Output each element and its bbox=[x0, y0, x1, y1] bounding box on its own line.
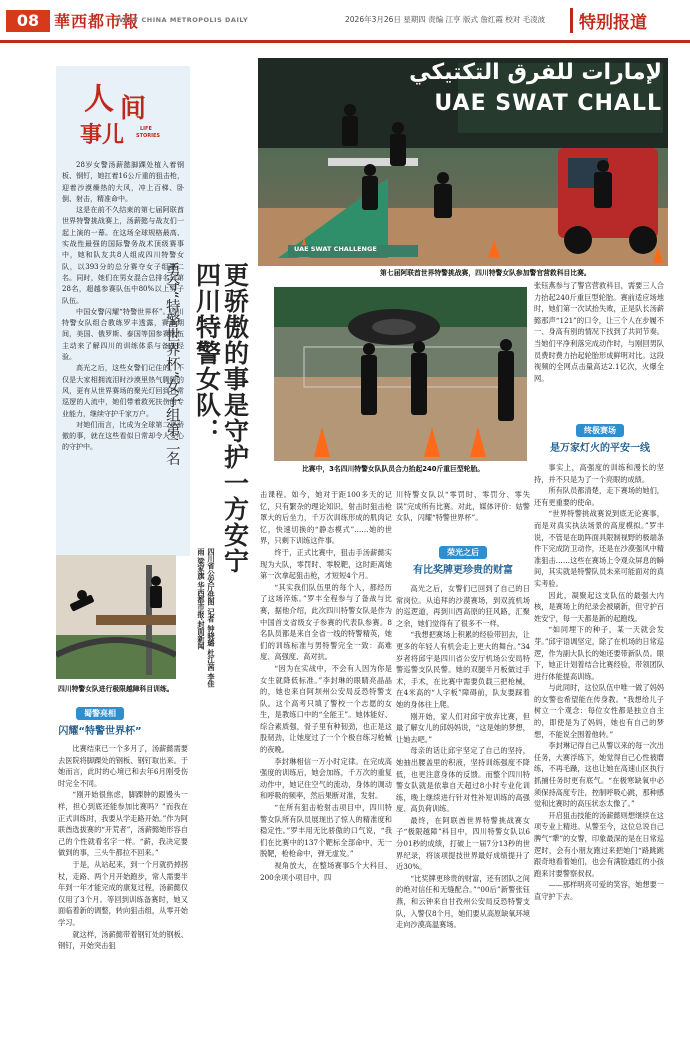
paragraph: 因此，凝聚起这支队伍的最强大内核，是赛场上的纪录会被刷新，但守护百姓安宁，每一天都是新的起跑线。 bbox=[534, 590, 664, 623]
paragraph: “如同埋下的种子，某一天就会发芽。”邱宇语调坚定，除了在机场的日常巡逻，作为副大队长的她还要带新队员。眼下，她正计划着结合比赛经验，带领团队进行体能提高训练。 bbox=[534, 625, 664, 681]
paragraph: “其实我们队伍里的每个人，都经历了这场淬炼。”罗丰全程参与了备战与比赛，据他介绍，此次四川特警女队是作为中国首支省级女子参赛的代表队参赛。8名队员都是来自全省一线的特警精英，她们的训练标准与男特警完全一致：高难度、高强度、高对抗。 bbox=[260, 582, 392, 662]
section-tag-1 bbox=[44, 707, 156, 737]
paragraph: 刚开始，家人们对邱宇放弃比赛，但最了解女儿的邱妈妈说，“这是她的梦想，让她去吧。” bbox=[396, 711, 530, 744]
paragraph: 终于，正式比赛中，狙击手汤薪懿实现为大队，零罚时、零脱靶，这时距离她第一次拿起狙击枪，才短短4个月。 bbox=[260, 547, 392, 581]
top-photo-scene bbox=[258, 58, 668, 266]
column-b bbox=[260, 489, 392, 1044]
paragraph: 川特警女队以“零罚时、零罚分、零失误”完成所有比赛。对此，媒体评价：姑警女队，闪耀“特警世界杯”。 bbox=[396, 490, 530, 523]
paragraph: 所有队员都清楚，走下赛场的她们，还有更重要的使命。 bbox=[534, 486, 664, 507]
top-photo-caption: 第七届阿联酋世界特警挑战赛，四川特警女队参加警官营救科目比赛。 bbox=[380, 269, 591, 277]
column-e bbox=[534, 280, 664, 420]
headline-main-prefix: 四川特警女队： bbox=[192, 262, 222, 444]
column-f bbox=[534, 462, 664, 1044]
intro-paragraph: 这是在前不久结束的第七届阿联酋世界特警挑战赛上，汤薪懿与战友们一起上演的一幕。在这场全球规格最高、实战性最强的国际警务战术顶级赛事中，她和队友共8人组成四川特警女队，以393分的总分赛夺女子组第二名。同时，她们在男女混合总排名列第28名，超越参赛队伍中80%以上男子队伍。 bbox=[62, 206, 184, 305]
column-d bbox=[396, 583, 530, 1043]
paragraph: 开启狙击技能的汤薪懿则想继续在这项专业上精进。从警至今，这位总说自己脾气“犟”的女警，印象最深的是在日常巡逻时，会有小朋友跑过来把她门“路跳跳跟奇地看着她们，也会有满脸通红的小孩跑来讨要警察叔叔。 bbox=[534, 810, 664, 878]
page-header bbox=[0, 0, 690, 44]
section-tag-3 bbox=[536, 424, 664, 454]
paragraph: 李封琳相信一万小时定律。在完成高强度的训练后，她会加练，千万次的重复动作中，她记住空气的流动，身体的调动和呼吸的频率，然后果断对准，发射。 bbox=[260, 756, 392, 801]
brand-english: WEST CHINA METROPOLIS DAILY bbox=[116, 16, 249, 24]
paragraph: 比赛结束已一个多月了，汤薪懿需要去医院将脚踝处的钢板、钢钉取出来。于她而言，此时的心境已和去年6月刚受伤时完全不同。 bbox=[58, 744, 188, 788]
tag-label: 蜀警亮相 bbox=[76, 707, 124, 720]
small-banner: UAE SWAT CHALLENGE bbox=[294, 245, 377, 253]
mid-photo bbox=[274, 287, 527, 461]
headline-main: 更骄傲的事是守护一方安宁 bbox=[220, 262, 250, 574]
tag-label: 终极赛场 bbox=[576, 424, 624, 437]
intro-paragraph: 28岁女警汤薪懿脚踝处植入着钢板、钢钉，她扛着16公斤重的狙击枪，迎着沙漠燥热的大风，冲上百梯、卧倒、射击，精准命中。 bbox=[62, 161, 184, 203]
paragraph: “我想把赛场上积累的经验带回去，让更多的年轻人有机会走上更大的舞台。”34岁者将邱宇是四川省公安厅机场公安局特警巡警支队民警。她的双腿半月板做过手术，手术，在比赛中需要负载三把枪械，在4米高的“人字板”障碍前，队友要踩着她的身体往上爬。 bbox=[396, 630, 530, 709]
left-photo-caption bbox=[58, 684, 180, 694]
left-photo-caption-text: 四川特警女队进行极限越障科目训练。 bbox=[58, 685, 174, 693]
paragraph: 视角放大，在整场赛事5个大科目、200余项小项目中，四 bbox=[260, 861, 392, 882]
banner-arabic: لإمارات للفرق التكتيكي bbox=[409, 60, 662, 85]
headline-sub: 勇夺“特警世界杯”女子组第二名 bbox=[163, 262, 180, 466]
logo-char-jian: 间 bbox=[120, 94, 147, 124]
mid-photo-caption: 比赛中，3名四川特警女队队员合力抬起240斤重巨型轮胎。 bbox=[302, 465, 485, 473]
paragraph: 张钰燕参与了警官营救科目，需要三人合力抬起240斤重巨型轮胎。赛前适应场地时，她们第一次试抬失败，正是队长汤薪懿那声“121”的口令，让三个人在步履不一、身高有别的情况下找到了共同节奏。当她们平净利落完成动作时，与刚回男队员费时费力抬起轮胎形成鲜明对比。这段视频的全网点击量高达2.1亿次，火爆全网。 bbox=[534, 281, 664, 383]
paragraph: “因为在实战中，不会有人因为你是女生就降低标准。”李封琳的眼睛亮晶晶的，她也来自阿坝州公安局反恐特警支队。这个高考只填了警校一个志愿的女生，是教练口中的“全能王”。她体能好、综合素质强，骨子里有种韧劲，也正是这股韧劲，让她度过了一个个极自练习枪械的夜晚。 bbox=[260, 663, 392, 755]
paragraph: “在所有狙击枪射击项目中，四川特警女队所有队员展现出了惊人的精准度和稳定性。”罗丰用无比骄傲的口气说，“我们在比赛中的137个靶标全部命中，无一脱靶，枪枪命中，弹无虚发。” bbox=[260, 803, 392, 859]
top-photo bbox=[258, 58, 668, 266]
left-photo-scene bbox=[56, 555, 176, 679]
logo-en-life: LIFE bbox=[140, 126, 152, 132]
paragraph: “刚开始很焦虑，脚踝肿的跟馒头一样，担心到底还能参加比赛吗？”而我在正式训练时，我要从学走路开始。”作为阿联酋选拔赛的“开荒者”，汤薪懿她形容自己的个性就看名字一样。“薪，我决定要做到的事，三头牛都拉不回来。” bbox=[58, 790, 188, 858]
paragraph: 于是，从站起来，到一个月就扔掉拐杖，走路、两个月开始跑步，常人需要半年到一年才能完成的康复过程，汤薪懿仅仅用了3个月。等回到训练备赛时，她又面临着新的调整，转向狙击组，从零开始学习。 bbox=[58, 859, 188, 927]
intro-paragraph: 中国女警闪耀“特警世界杯”。四川特警女队组合教练罗丰透露，赛事期间，美国、俄罗斯、泰国等国参赛队伍主动来了解四川的训练体系与备战经验。 bbox=[62, 307, 184, 362]
paragraph: 最终，在阿联酋世界特警挑战赛女子“极限越障”科目中，四川特警女队以6分01秒的成绩，打破上一届7分13秒的世界纪录，将该项提技世界最好成绩提升了近30%。 bbox=[396, 815, 530, 872]
brand-logo: 華西都市報 bbox=[54, 12, 140, 31]
paragraph: 就这样，汤薪懿带着钢钉处的钢板、钢钉，开始突击狙 bbox=[58, 929, 188, 951]
section-title: 特别报道 bbox=[570, 8, 647, 33]
column-a bbox=[58, 743, 188, 1043]
header-rule bbox=[0, 40, 690, 43]
column-c bbox=[396, 489, 530, 537]
left-photo bbox=[56, 555, 176, 679]
paragraph: “比奖牌更珍贵的财富，还有团队之间的绝对信任和无缝配合。”“00后”新警张钰燕，和云钟来自甘孜州公安局反恐特警支队，入警仅8个月，她们要从高原缺氧环境走向沙漠高温赛场。 bbox=[396, 873, 530, 930]
logo-char-ren: 人 bbox=[84, 82, 114, 117]
tag-title: 闪耀“特警世界杯” bbox=[58, 726, 142, 737]
logo-en-stories: STORIES bbox=[136, 133, 160, 139]
section-tag-2 bbox=[400, 546, 526, 576]
paragraph: 母亲的话让邱宇坚定了自己的坚持，她抽出腰盖里的积液，坚持训练强度不降低，也更注意身体的反馈。而整个四川特警女队就是依靠自天超过8小时专业化训练，晚上继续进行针对性补短训练的高强度、高负荷训练。 bbox=[396, 746, 530, 814]
paragraph: 李封琳记得自己从警以来的每一次出任务，大赛浮练下，她觉得自己心性被磨练，不再毛躁，这也让她在高速山区执行抓捕任务时更有底气。“在极寒缺氧中必须保持高度专注，控制呼吸心跳，那种感觉和比赛时的高压状态太像了。” bbox=[534, 741, 664, 809]
tag-title: 是万家灯火的平安一线 bbox=[550, 443, 650, 454]
paragraph: 击课程。如今，她对于距100多天的记忆，只有繁杂的理论知识，射击时狙击枪罩大的后坐力，千万次训练形成的肌肉记忆，快速切换的“静态模式”……她的世界，只剩下训练这件事。 bbox=[260, 490, 392, 546]
paragraph: “世界特警挑战赛说到底无论赛事，而是对真实执法场景的高度模拟。”罗丰说，不管是在助阵面具限制视野的极端条件下完成防卫动作，还是在沙漠强风中精准狙击……这些在赛场上令观众屏息的瞬间，其实就是特警队员未来可能面对的真实考验。 bbox=[534, 509, 664, 588]
page-number: 08 bbox=[6, 10, 50, 32]
tag-title: 有比奖牌更珍贵的财富 bbox=[413, 565, 513, 576]
paragraph: 与此同时，这位队伍中唯一做了妈妈的女警也希望能在传身教。“我想给儿子树立一个观念：每位女性都是独立自主的，即使是为了妈妈，她也有自己的梦想，不能说全围着他转。” bbox=[534, 683, 664, 739]
intro-paragraph: 对她们而言，比成为全球第二更骄傲的事，就在这些看似日常却令人安心的守护中。 bbox=[62, 420, 184, 452]
byline: 四川省公安厅供图 记者 钟晓璐 杜江茜 李佳雨 梁家旗 华西都市报·封面新闻 bbox=[197, 548, 216, 688]
paragraph: 事实上，高强度的训练和漫长的坚持，并不只是为了一个亮眼的成绩。 bbox=[534, 463, 664, 484]
logo-char-shier: 事儿 bbox=[80, 122, 125, 148]
banner-english: UAE SWAT CHALL bbox=[434, 91, 662, 116]
intro-paragraph: 高光之后，这些女警们记住的，不仅是大家相拥流泪时沙漠里热气腾腾的风，更有从世界赛场的聚光灯回到日常巡逻的人流中，她们带着救死扶伤的专业能力，继续守护千家万户。 bbox=[62, 364, 184, 418]
life-stories-logo bbox=[62, 74, 172, 174]
paragraph: ——那样明亮可爱的笑容，她想要一直守护下去。 bbox=[534, 880, 664, 901]
paragraph: 高光之后，女警们已回到了自己的日常岗位。从追拜的沙漠赛场，到双流机场的巡逻道，再到川西高原的狂风路，汇聚之余，她们觉得有了很多不一样。 bbox=[396, 584, 530, 628]
tag-label: 荣光之后 bbox=[439, 546, 487, 559]
issue-meta: 2026年3月26日 星期四 责编 江亨 版式 詹红霞 校对 毛凌波 bbox=[345, 15, 546, 24]
mid-photo-scene bbox=[274, 287, 527, 461]
